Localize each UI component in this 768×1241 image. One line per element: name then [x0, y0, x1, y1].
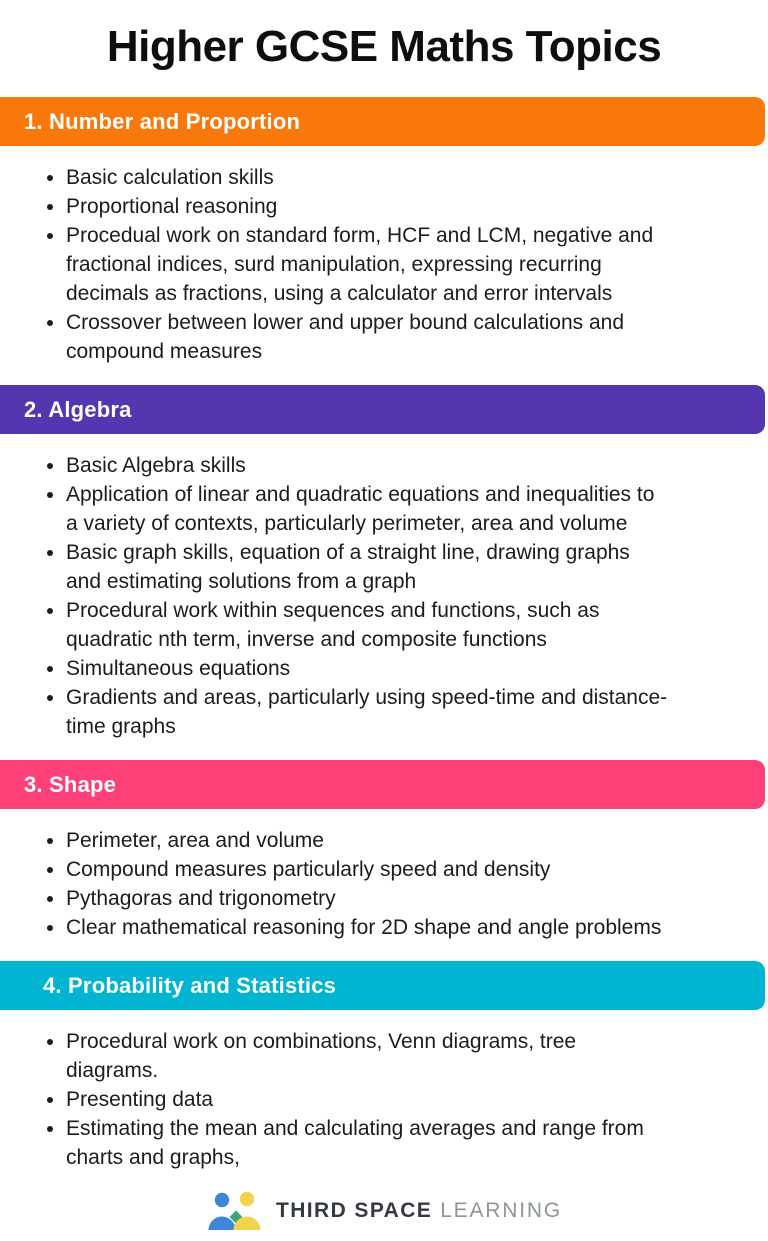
topic-item: • Procedural work within sequences and functions, such as quadratic nth term, inverse and composite functions: [66, 596, 668, 654]
topic-item: • Perimeter, area and volume: [66, 826, 668, 855]
section-heading: 1. Number and Proportion: [24, 108, 301, 134]
brand-name-secondary: LEARNING: [440, 1199, 562, 1222]
topic-section: [0, 760, 768, 942]
topic-list: [0, 163, 668, 366]
topic-item: • Crossover between lower and upper bound calculations and compound measures: [66, 308, 668, 366]
topic-item: • Application of linear and quadratic equations and inequalities to a variety of contexts, particularly perimeter, area and volume: [66, 480, 668, 538]
third-space-learning-logo-icon: [206, 1188, 263, 1234]
topic-section: [0, 385, 768, 741]
topic-section: [0, 961, 768, 1172]
topic-item: • Procedual work on standard form, HCF and LCM, negative and fractional indices, surd manipulation, expressing recurring decimals as fractions, using a calculator and error intervals: [66, 221, 668, 308]
topic-item: • Simultaneous equations: [66, 654, 668, 683]
logo-blue-person-head: [215, 1193, 229, 1207]
topic-item: • Basic calculation skills: [66, 163, 668, 192]
topic-list: [0, 451, 668, 741]
section-heading: 4. Probability and Statistics: [43, 972, 337, 998]
topic-item: • Compound measures particularly speed and density: [66, 855, 668, 884]
brand-footer: [0, 1188, 768, 1234]
section-heading-bar: [0, 760, 765, 809]
page-title: Higher GCSE Maths Topics: [106, 22, 662, 71]
topic-list: [0, 1027, 668, 1172]
topic-item: • Basic graph skills, equation of a straight line, drawing graphs and estimating solutions from a graph: [66, 538, 668, 596]
topic-item: • Proportional reasoning: [66, 192, 668, 221]
section-heading-bar: [0, 385, 765, 434]
sections-container: [0, 97, 768, 1172]
section-heading-bar: [0, 97, 765, 146]
section-heading: 3. Shape: [24, 771, 117, 797]
topic-item: • Presenting data: [66, 1085, 668, 1114]
section-heading: 2. Algebra: [24, 396, 132, 422]
logo-yellow-person-head: [240, 1192, 254, 1206]
topic-section: [0, 97, 768, 366]
topic-item: • Pythagoras and trigonometry: [66, 884, 668, 913]
section-heading-bar: [0, 961, 765, 1010]
topic-item: • Gradients and areas, particularly using speed-time and distance-time graphs: [66, 683, 668, 741]
topic-item: • Estimating the mean and calculating averages and range from charts and graphs,: [66, 1114, 668, 1172]
topic-item: • Procedural work on combinations, Venn diagrams, tree diagrams.: [66, 1027, 668, 1085]
topic-item: • Clear mathematical reasoning for 2D shape and angle problems: [66, 913, 668, 942]
topic-item: • Basic Algebra skills: [66, 451, 668, 480]
topic-list: [0, 826, 668, 942]
brand-name-primary: THIRD SPACE: [276, 1199, 433, 1222]
